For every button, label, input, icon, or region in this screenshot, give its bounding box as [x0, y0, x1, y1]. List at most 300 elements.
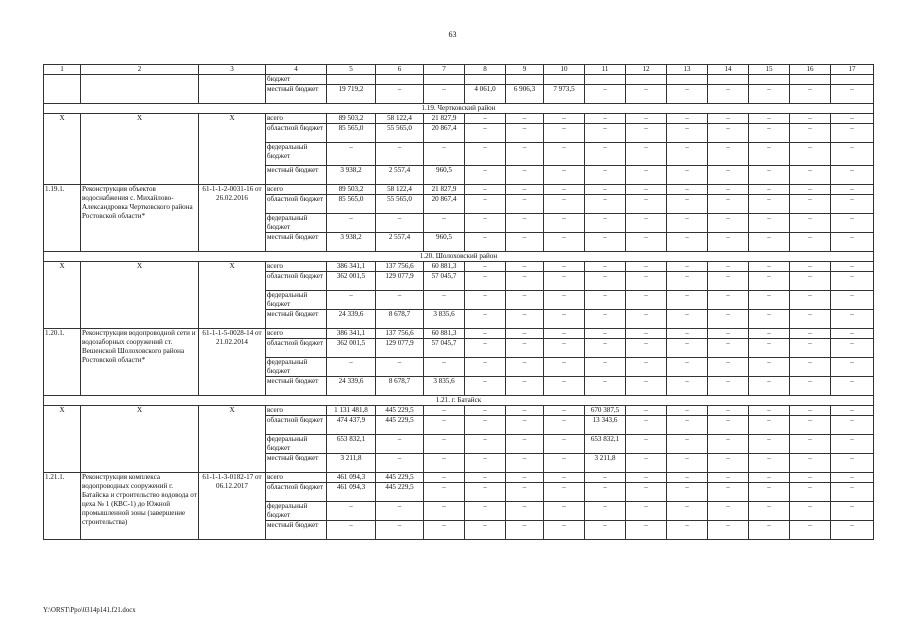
- table-row: [44, 114, 874, 124]
- value-cell: –: [506, 195, 544, 214]
- value-cell: 474 437,9: [327, 416, 376, 435]
- value-cell: –: [544, 262, 585, 272]
- table-body: [44, 65, 874, 540]
- value-cell: –: [790, 114, 831, 124]
- value-cell: –: [626, 310, 667, 329]
- item-name: Реконструкция комплекса водопроводных сооружений г. Батайска и строительство водовода от цеха № 1 (КВС-1) до Южной промышленной зоны (завершение строительства): [81, 473, 199, 540]
- value-cell: –: [626, 185, 667, 195]
- budget-label: бюджет: [266, 75, 327, 85]
- value-cell: 653 832,1: [327, 435, 376, 454]
- value-cell: –: [424, 483, 465, 502]
- value-cell: –: [544, 185, 585, 195]
- budget-label: всего: [266, 114, 327, 124]
- column-number: 9: [506, 65, 544, 75]
- value-cell: –: [667, 406, 708, 416]
- value-cell: –: [790, 358, 831, 377]
- value-cell: 8 678,7: [376, 310, 424, 329]
- value-cell: –: [626, 329, 667, 339]
- value-cell: –: [708, 339, 749, 358]
- value-cell: 461 094,3: [327, 473, 376, 483]
- value-cell: –: [708, 406, 749, 416]
- value-cell: –: [626, 262, 667, 272]
- value-cell: 3 211,8: [327, 454, 376, 473]
- value-cell: –: [424, 502, 465, 521]
- value-cell: –: [708, 233, 749, 252]
- value-cell: –: [708, 483, 749, 502]
- value-cell: 3 211,8: [585, 454, 626, 473]
- value-cell: –: [667, 262, 708, 272]
- budget-label: всего: [266, 262, 327, 272]
- value-cell: –: [626, 143, 667, 166]
- value-cell: 24 339,6: [327, 310, 376, 329]
- value-cell: 8 678,7: [376, 377, 424, 396]
- value-cell: 21 827,9: [424, 114, 465, 124]
- value-cell: 89 503,2: [327, 185, 376, 195]
- value-cell: –: [749, 291, 790, 310]
- value-cell: –: [667, 166, 708, 185]
- budget-label: областной бюджет: [266, 272, 327, 291]
- value-cell: –: [708, 435, 749, 454]
- value-cell: –: [585, 502, 626, 521]
- column-number: 4: [266, 65, 327, 75]
- budget-label: областной бюджет: [266, 339, 327, 358]
- value-cell: 362 001,5: [327, 272, 376, 291]
- value-cell: –: [376, 143, 424, 166]
- value-cell: 60 881,3: [424, 262, 465, 272]
- value-cell: –: [749, 214, 790, 233]
- section-title: 1.19. Чертковский район: [44, 104, 874, 114]
- value-cell: –: [376, 454, 424, 473]
- value-cell: –: [667, 329, 708, 339]
- value-cell: –: [667, 473, 708, 483]
- value-cell: [544, 75, 585, 85]
- value-cell: –: [749, 502, 790, 521]
- value-cell: –: [831, 114, 874, 124]
- value-cell: –: [626, 521, 667, 540]
- value-cell: 445 229,5: [376, 483, 424, 502]
- value-cell: –: [626, 416, 667, 435]
- value-cell: –: [544, 272, 585, 291]
- value-cell: –: [585, 483, 626, 502]
- value-cell: –: [708, 272, 749, 291]
- value-cell: –: [626, 195, 667, 214]
- value-cell: –: [506, 339, 544, 358]
- budget-label: местный бюджет: [266, 233, 327, 252]
- value-cell: –: [749, 521, 790, 540]
- value-cell: –: [667, 291, 708, 310]
- value-cell: –: [749, 233, 790, 252]
- value-cell: –: [790, 435, 831, 454]
- value-cell: –: [831, 406, 874, 416]
- value-cell: –: [506, 473, 544, 483]
- value-cell: –: [831, 435, 874, 454]
- value-cell: –: [544, 114, 585, 124]
- value-cell: –: [831, 502, 874, 521]
- value-cell: –: [626, 114, 667, 124]
- value-cell: 55 565,0: [376, 195, 424, 214]
- value-cell: –: [506, 233, 544, 252]
- value-cell: –: [749, 262, 790, 272]
- value-cell: –: [506, 521, 544, 540]
- value-cell: –: [831, 214, 874, 233]
- value-cell: –: [626, 377, 667, 396]
- value-cell: –: [790, 473, 831, 483]
- value-cell: –: [831, 310, 874, 329]
- value-cell: –: [585, 339, 626, 358]
- value-cell: –: [544, 406, 585, 416]
- value-cell: –: [506, 377, 544, 396]
- value-cell: 670 387,5: [585, 406, 626, 416]
- value-cell: –: [831, 85, 874, 104]
- value-cell: –: [790, 310, 831, 329]
- budget-label: областной бюджет: [266, 416, 327, 435]
- value-cell: 89 503,2: [327, 114, 376, 124]
- value-cell: –: [626, 214, 667, 233]
- item-name: Реконструкция объектов водоснабжения с. Михайлово-Александровка Чертковского района Ростовской области*: [81, 185, 199, 252]
- value-cell: –: [585, 124, 626, 143]
- value-cell: –: [831, 329, 874, 339]
- value-cell: 3 938,2: [327, 233, 376, 252]
- budget-label: местный бюджет: [266, 85, 327, 104]
- value-cell: –: [506, 358, 544, 377]
- value-cell: 960,5: [424, 233, 465, 252]
- value-cell: –: [708, 310, 749, 329]
- x-mark: Х: [81, 114, 199, 185]
- value-cell: –: [424, 291, 465, 310]
- value-cell: 445 229,5: [376, 473, 424, 483]
- value-cell: –: [749, 185, 790, 195]
- column-number: 8: [465, 65, 506, 75]
- value-cell: –: [506, 483, 544, 502]
- value-cell: –: [667, 435, 708, 454]
- item-code: 61-1-1-3-0182-17 от 06.12.2017: [199, 473, 266, 540]
- value-cell: –: [585, 521, 626, 540]
- budget-label: федеральный бюджет: [266, 214, 327, 233]
- section-title: 1.21. г. Батайск: [44, 396, 874, 406]
- value-cell: –: [506, 406, 544, 416]
- value-cell: –: [831, 166, 874, 185]
- value-cell: 85 565,0: [327, 124, 376, 143]
- value-cell: –: [544, 310, 585, 329]
- value-cell: –: [790, 262, 831, 272]
- value-cell: –: [790, 483, 831, 502]
- value-cell: –: [465, 195, 506, 214]
- value-cell: –: [544, 195, 585, 214]
- value-cell: –: [667, 339, 708, 358]
- value-cell: –: [708, 262, 749, 272]
- column-number: 13: [667, 65, 708, 75]
- value-cell: 3 938,2: [327, 166, 376, 185]
- value-cell: –: [708, 473, 749, 483]
- value-cell: [749, 75, 790, 85]
- value-cell: –: [544, 291, 585, 310]
- column-number: 15: [749, 65, 790, 75]
- x-mark: Х: [199, 406, 266, 473]
- value-cell: [465, 75, 506, 85]
- value-cell: [585, 75, 626, 85]
- column-number: 2: [81, 65, 199, 75]
- value-cell: 21 827,9: [424, 185, 465, 195]
- item-name: Реконструкция водопроводной сети и водозаборных сооружений ст. Вешенской Шолоховского района Ростовской области*: [81, 329, 199, 396]
- value-cell: –: [544, 483, 585, 502]
- value-cell: 362 001,5: [327, 339, 376, 358]
- value-cell: –: [667, 143, 708, 166]
- value-cell: –: [708, 329, 749, 339]
- column-number: 10: [544, 65, 585, 75]
- value-cell: –: [749, 143, 790, 166]
- value-cell: –: [465, 339, 506, 358]
- value-cell: –: [708, 114, 749, 124]
- value-cell: [708, 75, 749, 85]
- value-cell: 2 557,4: [376, 233, 424, 252]
- value-cell: –: [376, 291, 424, 310]
- value-cell: –: [376, 502, 424, 521]
- budget-label: всего: [266, 329, 327, 339]
- value-cell: –: [585, 114, 626, 124]
- value-cell: –: [465, 435, 506, 454]
- column-number: 3: [199, 65, 266, 75]
- value-cell: –: [465, 416, 506, 435]
- value-cell: –: [585, 166, 626, 185]
- value-cell: 653 832,1: [585, 435, 626, 454]
- item-number: 1.20.1.: [44, 329, 81, 396]
- value-cell: –: [626, 483, 667, 502]
- value-cell: 3 835,6: [424, 377, 465, 396]
- value-cell: –: [424, 521, 465, 540]
- value-cell: –: [831, 454, 874, 473]
- value-cell: [667, 75, 708, 85]
- value-cell: –: [544, 214, 585, 233]
- value-cell: –: [544, 124, 585, 143]
- budget-label: федеральный бюджет: [266, 435, 327, 454]
- value-cell: 3 835,6: [424, 310, 465, 329]
- column-number: 5: [327, 65, 376, 75]
- value-cell: 445 229,5: [376, 406, 424, 416]
- value-cell: –: [790, 502, 831, 521]
- value-cell: –: [465, 185, 506, 195]
- value-cell: –: [708, 143, 749, 166]
- value-cell: –: [424, 406, 465, 416]
- budget-label: федеральный бюджет: [266, 291, 327, 310]
- value-cell: –: [667, 124, 708, 143]
- column-number: 14: [708, 65, 749, 75]
- value-cell: –: [544, 166, 585, 185]
- value-cell: –: [790, 339, 831, 358]
- value-cell: –: [831, 377, 874, 396]
- value-cell: –: [465, 272, 506, 291]
- value-cell: –: [376, 85, 424, 104]
- column-number: 11: [585, 65, 626, 75]
- value-cell: –: [790, 377, 831, 396]
- value-cell: –: [708, 85, 749, 104]
- value-cell: –: [831, 195, 874, 214]
- value-cell: –: [831, 143, 874, 166]
- value-cell: –: [790, 143, 831, 166]
- budget-label: местный бюджет: [266, 310, 327, 329]
- value-cell: –: [831, 521, 874, 540]
- value-cell: –: [831, 339, 874, 358]
- value-cell: 1 131 481,8: [327, 406, 376, 416]
- budget-label: федеральный бюджет: [266, 143, 327, 166]
- value-cell: 137 756,6: [376, 262, 424, 272]
- value-cell: –: [506, 291, 544, 310]
- value-cell: –: [831, 416, 874, 435]
- value-cell: –: [749, 114, 790, 124]
- item-code: 61-1-1-2-0031-16 от 26.02.2016: [199, 185, 266, 252]
- value-cell: –: [506, 310, 544, 329]
- value-cell: –: [831, 291, 874, 310]
- value-cell: –: [327, 214, 376, 233]
- value-cell: –: [708, 502, 749, 521]
- value-cell: –: [327, 502, 376, 521]
- value-cell: 58 122,4: [376, 185, 424, 195]
- value-cell: –: [376, 358, 424, 377]
- value-cell: –: [376, 214, 424, 233]
- value-cell: –: [708, 291, 749, 310]
- value-cell: –: [585, 185, 626, 195]
- value-cell: –: [749, 329, 790, 339]
- value-cell: –: [465, 124, 506, 143]
- value-cell: –: [790, 166, 831, 185]
- value-cell: –: [626, 291, 667, 310]
- value-cell: –: [626, 406, 667, 416]
- value-cell: –: [506, 435, 544, 454]
- value-cell: –: [585, 85, 626, 104]
- value-cell: –: [790, 214, 831, 233]
- column-number: 7: [424, 65, 465, 75]
- value-cell: [790, 75, 831, 85]
- value-cell: –: [790, 416, 831, 435]
- value-cell: –: [626, 473, 667, 483]
- value-cell: [376, 75, 424, 85]
- value-cell: –: [667, 454, 708, 473]
- value-cell: –: [831, 185, 874, 195]
- value-cell: –: [424, 358, 465, 377]
- table-row: [44, 75, 874, 85]
- value-cell: –: [465, 166, 506, 185]
- value-cell: –: [790, 291, 831, 310]
- value-cell: –: [424, 214, 465, 233]
- value-cell: –: [544, 502, 585, 521]
- value-cell: 445 229,5: [376, 416, 424, 435]
- section-title-row: [44, 252, 874, 262]
- value-cell: –: [831, 483, 874, 502]
- value-cell: –: [667, 358, 708, 377]
- value-cell: 58 122,4: [376, 114, 424, 124]
- value-cell: –: [506, 124, 544, 143]
- value-cell: –: [749, 416, 790, 435]
- value-cell: –: [790, 124, 831, 143]
- value-cell: –: [626, 502, 667, 521]
- value-cell: 85 565,0: [327, 195, 376, 214]
- value-cell: 960,5: [424, 166, 465, 185]
- section-title-row: [44, 104, 874, 114]
- value-cell: –: [708, 454, 749, 473]
- value-cell: –: [327, 358, 376, 377]
- value-cell: –: [585, 233, 626, 252]
- value-cell: –: [544, 435, 585, 454]
- value-cell: –: [708, 195, 749, 214]
- page-number: 63: [448, 30, 457, 39]
- value-cell: 57 045,7: [424, 339, 465, 358]
- item-number: 1.19.1.: [44, 185, 81, 252]
- value-cell: –: [749, 166, 790, 185]
- value-cell: –: [667, 272, 708, 291]
- section-title: 1.20. Шолоховский район: [44, 252, 874, 262]
- value-cell: –: [831, 124, 874, 143]
- value-cell: [626, 75, 667, 85]
- value-cell: –: [544, 233, 585, 252]
- value-cell: –: [544, 339, 585, 358]
- value-cell: –: [544, 473, 585, 483]
- value-cell: –: [327, 521, 376, 540]
- value-cell: –: [626, 339, 667, 358]
- value-cell: –: [544, 329, 585, 339]
- value-cell: –: [465, 114, 506, 124]
- value-cell: –: [626, 272, 667, 291]
- value-cell: –: [465, 406, 506, 416]
- file-path-footer: Y:\ORST\Ppo\0314p141.f21.docx: [43, 607, 136, 614]
- value-cell: –: [506, 185, 544, 195]
- value-cell: [424, 75, 465, 85]
- value-cell: –: [585, 310, 626, 329]
- x-mark: Х: [199, 114, 266, 185]
- value-cell: –: [424, 85, 465, 104]
- value-cell: –: [667, 114, 708, 124]
- budget-table: [43, 64, 874, 540]
- budget-label: всего: [266, 473, 327, 483]
- value-cell: –: [667, 233, 708, 252]
- value-cell: –: [708, 185, 749, 195]
- table-cell: [44, 75, 81, 104]
- value-cell: –: [465, 310, 506, 329]
- value-cell: –: [831, 262, 874, 272]
- value-cell: 461 094,3: [327, 483, 376, 502]
- value-cell: –: [831, 233, 874, 252]
- value-cell: –: [585, 473, 626, 483]
- value-cell: 137 756,6: [376, 329, 424, 339]
- value-cell: –: [667, 502, 708, 521]
- value-cell: –: [465, 214, 506, 233]
- value-cell: –: [544, 358, 585, 377]
- value-cell: 7 973,5: [544, 85, 585, 104]
- value-cell: –: [376, 435, 424, 454]
- value-cell: –: [708, 377, 749, 396]
- table-row: [44, 329, 874, 339]
- value-cell: 6 906,3: [506, 85, 544, 104]
- value-cell: –: [749, 358, 790, 377]
- value-cell: 24 339,6: [327, 377, 376, 396]
- value-cell: –: [790, 185, 831, 195]
- value-cell: –: [506, 272, 544, 291]
- value-cell: –: [749, 454, 790, 473]
- value-cell: –: [465, 473, 506, 483]
- value-cell: –: [708, 521, 749, 540]
- column-number: 1: [44, 65, 81, 75]
- value-cell: –: [544, 143, 585, 166]
- value-cell: –: [790, 406, 831, 416]
- column-number: 12: [626, 65, 667, 75]
- value-cell: –: [708, 124, 749, 143]
- x-mark: Х: [81, 406, 199, 473]
- value-cell: 55 565,0: [376, 124, 424, 143]
- table-row: [44, 473, 874, 483]
- x-mark: Х: [199, 262, 266, 329]
- value-cell: –: [667, 416, 708, 435]
- budget-label: всего: [266, 406, 327, 416]
- value-cell: –: [424, 435, 465, 454]
- budget-label: местный бюджет: [266, 521, 327, 540]
